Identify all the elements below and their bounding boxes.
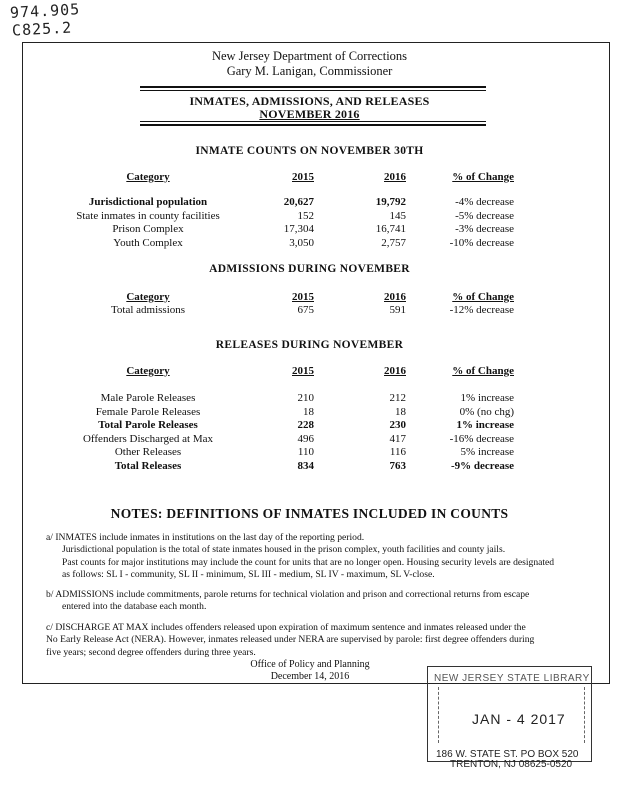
footer-date: December 14, 2016 (270, 671, 350, 682)
stamp-library-name: NEW JERSEY STATE LIBRARY (434, 673, 590, 684)
note-c-line1: c/ DISCHARGE AT MAX includes offenders released upon expiration of maximum sentence and inmates released under the (46, 622, 526, 633)
table-row (74, 446, 514, 460)
row-2016: 145 (389, 209, 406, 222)
counts-header-row (74, 170, 514, 184)
admissions-heading: ADMISSIONS DURING NOVEMBER (209, 263, 410, 275)
admissions-col-2015: 2015 (292, 290, 314, 303)
table-row (74, 209, 514, 223)
counts-col-2016: 2016 (384, 170, 406, 183)
counts-col-category: Category (126, 170, 170, 183)
header-rule-bottom (140, 124, 486, 126)
row-change: -5% decrease (455, 209, 514, 222)
row-change: 0% (no chg) (459, 405, 514, 418)
library-received-stamp (427, 666, 592, 770)
counts-col-change: % of Change (452, 170, 514, 183)
table-row (74, 236, 514, 250)
admissions-col-change: % of Change (452, 290, 514, 303)
note-a-line3: Past counts for major institutions may include the count for units that are no longer open. Housing security levels are designated (62, 556, 555, 568)
header-rule-bottom-thin (140, 121, 486, 122)
table-row (74, 419, 514, 433)
row-category: Male Parole Releases (100, 392, 196, 405)
row-2016: 417 (389, 432, 406, 445)
row-change: -4% decrease (455, 196, 514, 209)
row-change: -16% decrease (449, 432, 514, 445)
row-2015: 17,304 (283, 223, 314, 236)
row-2015: 675 (297, 304, 314, 317)
row-2015: 3,050 (289, 236, 314, 249)
note-b-line2: entered into the database each month. (62, 601, 207, 613)
row-2015: 110 (297, 446, 314, 459)
handwritten-call-number-line1: 974.905 (9, 0, 81, 22)
stamp-address-line1: 186 W. STATE ST. PO BOX 520 (436, 749, 579, 760)
row-category: Total Parole Releases (98, 419, 198, 432)
note-c-line3: five years; second degree offenders during three years. (46, 646, 256, 658)
notes-heading: NOTES: DEFINITIONS OF INMATES INCLUDED IN COUNTS (110, 506, 509, 521)
row-category: Jurisdictional population (88, 196, 208, 209)
row-category: Offenders Discharged at Max (82, 432, 214, 445)
row-2015: 834 (297, 459, 314, 472)
table-row (74, 459, 514, 473)
admissions-table (74, 290, 514, 317)
row-change: -12% decrease (449, 304, 514, 317)
note-a (46, 532, 591, 582)
row-2015: 496 (297, 432, 314, 445)
row-2015: 228 (297, 419, 314, 432)
row-category: Total Releases (114, 459, 182, 472)
row-category: Youth Complex (113, 236, 183, 249)
row-change: -3% decrease (455, 223, 514, 236)
row-2016: 16,741 (375, 223, 406, 236)
row-category: State inmates in county facilities (76, 209, 220, 222)
admissions-col-2016: 2016 (384, 290, 406, 303)
report-title: INMATES, ADMISSIONS, AND RELEASES (189, 94, 430, 108)
table-row (74, 223, 514, 237)
releases-col-category: Category (126, 364, 170, 377)
row-2016: 763 (389, 459, 406, 472)
table-row (74, 405, 514, 419)
releases-col-2015: 2015 (292, 364, 314, 377)
row-change: 1% increase (460, 392, 514, 405)
admissions-col-category: Category (126, 290, 170, 303)
counts-heading: INMATE COUNTS ON NOVEMBER 30TH (195, 145, 424, 157)
row-category: Female Parole Releases (95, 405, 201, 418)
note-b-line1: b/ ADMISSIONS include commitments, parole returns for technical violation and prison and correctional returns from escape (46, 589, 530, 600)
commissioner-name: Gary M. Lanigan, Commissioner (226, 64, 393, 78)
row-category: Prison Complex (112, 223, 184, 236)
document-frame (22, 42, 610, 684)
row-2016: 19,792 (375, 196, 406, 209)
row-2016: 230 (389, 419, 406, 432)
releases-heading: RELEASES DURING NOVEMBER (215, 339, 404, 351)
row-change: 5% increase (460, 446, 514, 459)
table-row (74, 196, 514, 210)
row-category: Total admissions (110, 304, 186, 317)
releases-header-row (74, 364, 514, 378)
note-a-line1: a/ INMATES include inmates in institutions on the last day of the reporting period. (46, 532, 365, 543)
row-2015: 18 (303, 405, 314, 418)
row-2016: 18 (395, 405, 406, 418)
row-change: -10% decrease (449, 236, 514, 249)
row-change: -9% decrease (450, 459, 514, 472)
stamp-address-line2: TRENTON, NJ 08625-0520 (450, 759, 573, 770)
note-a-line4: as follows: SL I - community, SL II - minimum, SL III - medium, SL IV - maximum, SL V-close. (62, 569, 435, 581)
releases-table (74, 364, 514, 473)
table-row (74, 432, 514, 446)
row-2015: 152 (297, 209, 314, 222)
row-2015: 20,627 (283, 196, 314, 209)
report-subtitle: NOVEMBER 2016 (259, 107, 360, 121)
note-c (46, 622, 591, 659)
row-2015: 210 (297, 392, 314, 405)
handwritten-call-number-line2: C825.2 (11, 18, 73, 40)
header-rule-top-thin (140, 90, 486, 91)
releases-col-2016: 2016 (384, 364, 406, 377)
row-2016: 591 (389, 304, 406, 317)
note-b (46, 589, 591, 614)
row-2016: 212 (389, 392, 406, 405)
counts-table (74, 170, 514, 250)
header-rule-top (140, 86, 486, 88)
note-a-line2: Jurisdictional population is the total of state inmates housed in the prison complex, youth facilities and county jails. (62, 544, 506, 556)
stamp-date: JAN - 4 2017 (472, 711, 566, 727)
note-c-line2: No Early Release Act (NERA). However, inmates released under NERA are supervised by parole: first degree offenders during (46, 634, 535, 646)
table-row (74, 304, 514, 318)
table-row (74, 392, 514, 406)
row-2016: 2,757 (381, 236, 406, 249)
releases-col-change: % of Change (452, 364, 514, 377)
department-name: New Jersey Department of Corrections (211, 49, 408, 63)
row-2016: 116 (389, 446, 406, 459)
counts-col-2015: 2015 (292, 170, 314, 183)
row-change: 1% increase (456, 419, 514, 432)
footer-office: Office of Policy and Planning (250, 659, 370, 670)
row-category: Other Releases (114, 446, 182, 459)
admissions-header-row (74, 290, 514, 304)
